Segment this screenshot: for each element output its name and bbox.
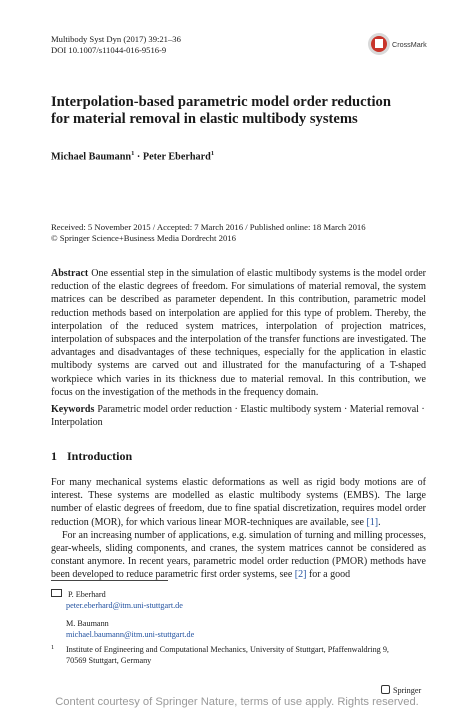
title-line-2: for material removal in elastic multibody systems <box>51 111 358 127</box>
affiliation-line-1: Institute of Engineering and Computational Mechanics, University of Stuttgart, Pfaffenwaldring 9, <box>66 645 389 654</box>
crossmark-icon <box>368 33 390 55</box>
introduction-body <box>51 476 426 582</box>
affiliation-mark: 1 <box>51 644 55 651</box>
author-separator: · <box>134 151 143 163</box>
keywords <box>51 403 426 429</box>
abstract <box>51 267 426 399</box>
courtesy-watermark: Content courtesy of Springer Nature, terms of use apply. Rights reserved. <box>55 696 419 708</box>
publication-history <box>51 222 451 244</box>
citation-link[interactable]: [2] <box>294 569 307 581</box>
abstract-label: Abstract <box>51 268 89 279</box>
title-line-1: Interpolation-based parametric model order reduction <box>51 94 391 110</box>
email-link[interactable]: michael.baumann@itm.uni-stuttgart.de <box>66 629 195 639</box>
article-title <box>51 94 431 128</box>
publisher-logo <box>381 685 421 695</box>
keywords-text: Parametric model order reduction · Elastic multibody system · Material removal · Interpolation <box>51 404 425 429</box>
affiliation-mark: 1 <box>210 150 215 157</box>
doi: DOI 10.1007/s11044-016-9516-9 <box>51 45 167 55</box>
coauthor-name: M. Baumann <box>66 619 109 629</box>
paragraph: For an increasing number of applications, e.g. simulation of turning and milling processes, gear-wheels, sliding components, and cranes, the system matrices cannot be considered as constant anymore. In recent years, parametric model order reduction (PMOR) methods have been developed to reduce parametric first order systems, see [2] for a good <box>51 529 426 581</box>
copyright-line: © Springer Science+Business Media Dordrecht 2016 <box>51 233 236 243</box>
citation-link[interactable]: [1] <box>366 516 379 528</box>
springer-horse-icon <box>381 685 390 694</box>
crossmark-badge[interactable] <box>368 33 426 63</box>
keywords-label: Keywords <box>51 404 95 415</box>
email-link[interactable]: peter.eberhard@itm.uni-stuttgart.de <box>66 600 183 610</box>
envelope-icon <box>51 589 62 597</box>
affiliation-line-2: 70569 Stuttgart, Germany <box>66 655 152 665</box>
correspondent-name: P. Eberhard <box>68 590 106 599</box>
journal-header <box>51 34 181 56</box>
dates-line: Received: 5 November 2015 / Accepted: 7 March 2016 / Published online: 18 March 2016 <box>51 222 366 232</box>
footnote-divider <box>51 580 168 581</box>
section-title: Introduction <box>67 449 133 463</box>
abstract-text: One essential step in the simulation of elastic multibody systems is the model order reduction of the elastic degrees of freedom. For simulations of material removal, the system matrices can be described as parameter dependent. In this contribution, parametric model reduction methods based on interpolation are applied for this type of problem. Thereby, the interpolation of the reduced system matrices, interpolation of projection matrices, interpolation of subspaces and the interpolation of the transfer functions are investigated. The advantages and disadvantages of these techniques, especially for the application in elastic multibody systems are carved out and illustrated for the manufacturing of a T-shaped workpiece which varies in its thickness due to material removal. In this contribution, we focus on the investigation of the methods in the frequency domain. <box>51 268 426 398</box>
author-list <box>51 150 214 162</box>
journal-citation: Multibody Syst Dyn (2017) 39:21–36 <box>51 34 181 44</box>
author-name: Peter Eberhard <box>142 151 211 163</box>
section-number: 1 <box>51 449 57 463</box>
affiliation-footnote <box>51 645 431 666</box>
paragraph: For many mechanical systems elastic deformations as well as rigid body motions are of interest. These systems are modelled as elastic multibody systems (EMBS). The large number of elastic degrees of freedom, due to fine spatial discretization, requires model order reduction (MOR), for which various linear MOR-techniques are available, see [1]. <box>51 477 426 528</box>
affiliation-mark: 1 <box>131 150 135 157</box>
author-name: Michael Baumann <box>51 151 132 163</box>
correspondence-block <box>51 589 431 640</box>
crossmark-label: CrossMark <box>392 40 427 49</box>
section-heading <box>51 449 132 464</box>
publisher-name: Springer <box>393 686 422 695</box>
